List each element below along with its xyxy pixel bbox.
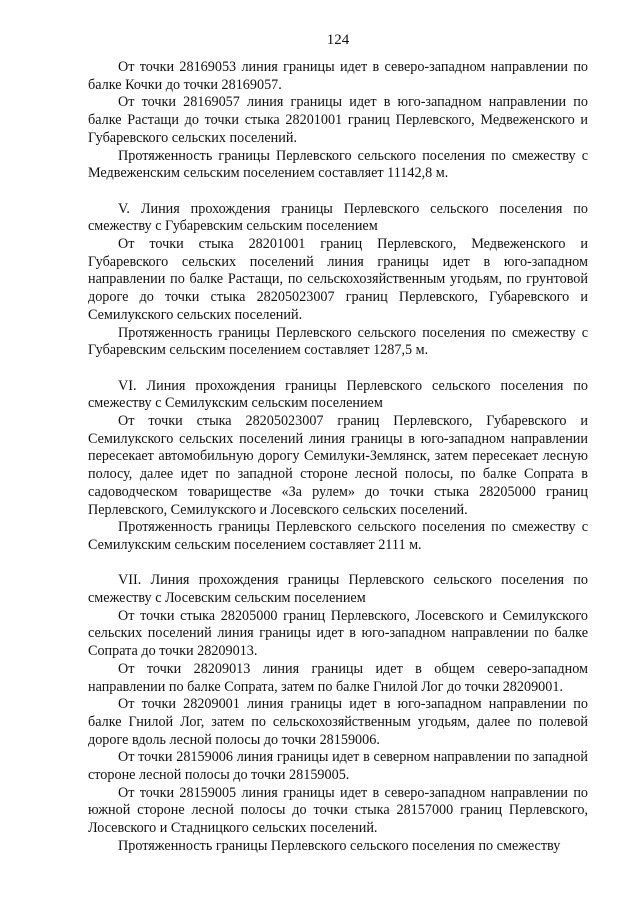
- section-heading-v: V. Линия прохождения границы Перлевского сельского поселения по смежеству с Губаревским сельским поселением: [88, 200, 588, 235]
- paragraph-8: От точки стыка 28205023007 границ Перлевского, Губаревского и Семилукского сельских поселений линия границы в юго-западном направлении пересекает автомобильную дорогу Семилуки-Землянск, затем пересекает лесную полосу, далее идет по западной стороне лесной полосы, по балке Сопрата в садоводческом товариществе «За рулем» до точки стыка 28205000 границ Перлевского, Семилукского и Лосевского сельских поселений.: [88, 413, 588, 518]
- page-number: 124: [326, 32, 350, 48]
- section-gap: [88, 183, 588, 201]
- paragraph-5: От точки стыка 28201001 границ Перлевского, Медвеженского и Губаревского сельских поселений линия границы идет в юго-западном направлении по балке Растащи, по сельскохозяйственным угодьям, по грунтовой дороге до точки стыка 28205023007 границ Перлевского, Губаревского и Семилукского сельских поселений.: [88, 236, 588, 323]
- paragraph-11: От точки стыка 28205000 границ Перлевского, Лосевского и Семилукского сельских поселений линия границы идет в юго-западном направлении по балке Сопрата до точки 28209013.: [88, 607, 588, 660]
- paragraph-12: От точки 28209013 линия границы идет в общем северо-западном направлении по балке Сопрата, затем по балке Гнилой Лог до точки 28209001.: [88, 660, 588, 695]
- section-gap: [88, 360, 588, 378]
- paragraph-15: От точки 28159005 линия границы идет в северо-западном направлении по южной стороне лесной полосы до точки стыка 28157000 границ Перлевского, Лосевского и Стадницкого сельских поселений.: [88, 784, 588, 837]
- paragraph-3: Протяженность границы Перлевского сельского поселения по смежеству с Медвеженским сельским поселением составляет 11142,8 м.: [88, 147, 588, 182]
- paragraph-6: Протяженность границы Перлевского сельского поселения по смежеству с Губаревским сельским поселением составляет 1287,5 м.: [88, 324, 588, 359]
- section-heading-vii: VII. Линия прохождения границы Перлевского сельского поселения по смежеству с Лосевским сельским поселением: [88, 572, 588, 607]
- section-heading-vi: VI. Линия прохождения границы Перлевского сельского поселения по смежеству с Семилукским сельским поселением: [88, 377, 588, 412]
- paragraph-13: От точки 28209001 линия границы идет в юго-западном направлении по балке Гнилой Лог, затем по сельскохозяйственным угодьям, далее по полевой дороге вдоль лесной полосы до точки 28159006.: [88, 696, 588, 748]
- paragraph-2: От точки 28169057 линия границы идет в юго-западном направлении по балке Растащи до точки стыка 28201001 границ Перлевского, Медвеженского и Губаревского сельских поселений.: [88, 94, 588, 146]
- paragraph-9: Протяженность границы Перлевского сельского поселения по смежеству с Семилукским сельским поселением составляет 2111 м.: [88, 519, 588, 553]
- paragraph-16: Протяженность границы Перлевского сельского поселения по смежеству: [118, 837, 561, 854]
- paragraph-1: От точки 28169053 линия границы идет в северо-западном направлении по балке Кочки до точки 28169057.: [88, 59, 588, 93]
- paragraph-14: От точки 28159006 линия границы идет в северном направлении по западной стороне лесной полосы до точки 28159005.: [88, 749, 588, 784]
- section-gap: [88, 555, 588, 573]
